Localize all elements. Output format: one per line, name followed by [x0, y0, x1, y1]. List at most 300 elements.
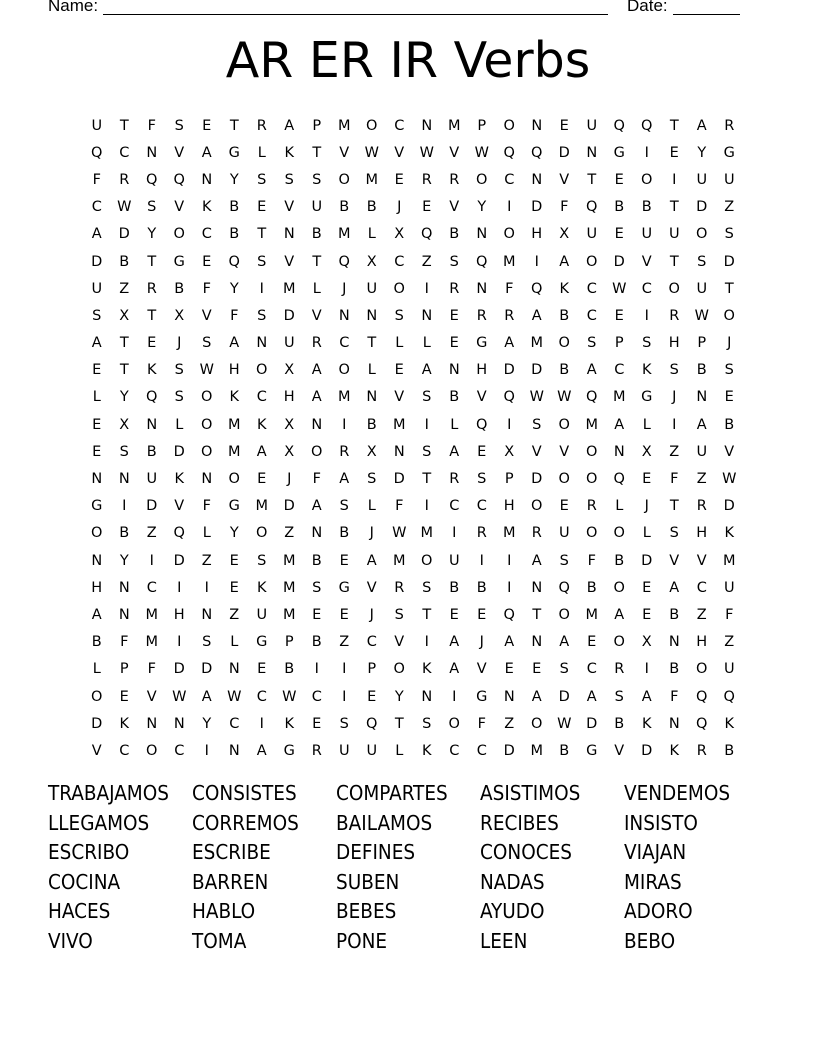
grid-cell[interactable]: C: [146, 579, 157, 596]
grid-cell[interactable]: G: [476, 688, 488, 705]
grid-cell[interactable]: H: [228, 362, 240, 379]
grid-cell[interactable]: S: [284, 171, 294, 188]
grid-cell[interactable]: N: [201, 471, 213, 488]
grid-cell[interactable]: A: [229, 335, 240, 352]
grid-cell[interactable]: B: [339, 525, 350, 542]
grid-cell[interactable]: E: [257, 471, 267, 488]
grid-cell[interactable]: U: [366, 280, 378, 297]
grid-cell[interactable]: O: [228, 471, 240, 488]
grid-cell[interactable]: Y: [119, 389, 129, 406]
grid-cell[interactable]: J: [727, 335, 732, 352]
grid-cell[interactable]: D: [173, 661, 185, 678]
grid-cell[interactable]: T: [422, 471, 432, 488]
grid-cell[interactable]: H: [696, 634, 708, 651]
grid-cell[interactable]: N: [201, 606, 213, 623]
grid-cell[interactable]: V: [559, 443, 570, 460]
grid-cell[interactable]: U: [366, 742, 378, 759]
grid-cell[interactable]: T: [312, 144, 322, 161]
grid-cell[interactable]: S: [202, 335, 212, 352]
grid-cell[interactable]: S: [394, 307, 404, 324]
grid-cell[interactable]: D: [283, 307, 295, 324]
grid-cell[interactable]: A: [449, 634, 460, 651]
grid-cell[interactable]: M: [585, 606, 598, 623]
grid-cell[interactable]: E: [669, 144, 679, 161]
grid-cell[interactable]: X: [641, 443, 652, 460]
grid-cell[interactable]: W: [199, 362, 214, 379]
grid-cell[interactable]: K: [421, 661, 432, 678]
grid-cell[interactable]: M: [365, 171, 378, 188]
grid-cell[interactable]: O: [421, 552, 433, 569]
grid-cell[interactable]: L: [642, 525, 651, 542]
grid-cell[interactable]: M: [530, 335, 543, 352]
grid-cell[interactable]: Q: [531, 280, 543, 297]
grid-cell[interactable]: F: [395, 498, 404, 515]
grid-cell[interactable]: F: [230, 307, 239, 324]
grid-cell[interactable]: U: [448, 552, 460, 569]
grid-cell[interactable]: D: [531, 199, 543, 216]
grid-cell[interactable]: Q: [558, 579, 570, 596]
grid-cell[interactable]: V: [614, 742, 625, 759]
grid-cell[interactable]: I: [424, 498, 429, 515]
grid-cell[interactable]: M: [282, 579, 296, 596]
grid-cell[interactable]: S: [119, 443, 129, 460]
grid-cell[interactable]: C: [641, 280, 652, 297]
grid-cell[interactable]: I: [452, 525, 457, 542]
grid-cell[interactable]: S: [257, 171, 267, 188]
grid-cell[interactable]: H: [91, 579, 103, 596]
grid-cell[interactable]: O: [476, 171, 488, 188]
grid-cell[interactable]: L: [395, 742, 404, 759]
grid-cell[interactable]: Q: [586, 389, 598, 406]
grid-cell[interactable]: D: [503, 742, 515, 759]
grid-cell[interactable]: E: [312, 606, 322, 623]
grid-cell[interactable]: Q: [723, 688, 735, 705]
grid-cell[interactable]: M: [227, 443, 241, 460]
grid-cell[interactable]: C: [449, 742, 460, 759]
grid-cell[interactable]: E: [559, 498, 569, 515]
grid-cell[interactable]: C: [256, 389, 267, 406]
grid-cell[interactable]: G: [173, 253, 185, 270]
grid-cell[interactable]: H: [283, 389, 295, 406]
grid-cell[interactable]: L: [450, 416, 459, 433]
grid-cell[interactable]: U: [668, 226, 680, 243]
grid-cell[interactable]: M: [585, 416, 598, 433]
grid-cell[interactable]: K: [559, 280, 569, 297]
grid-cell[interactable]: T: [669, 117, 679, 134]
grid-cell[interactable]: B: [641, 199, 652, 216]
grid-cell[interactable]: O: [503, 226, 515, 243]
grid-cell[interactable]: N: [201, 171, 213, 188]
name-field[interactable]: [103, 14, 608, 15]
grid-cell[interactable]: K: [724, 525, 734, 542]
grid-cell[interactable]: F: [202, 280, 211, 297]
grid-cell[interactable]: Q: [613, 471, 625, 488]
grid-cell[interactable]: S: [642, 335, 652, 352]
grid-cell[interactable]: Q: [696, 688, 708, 705]
grid-cell[interactable]: S: [257, 307, 267, 324]
grid-cell[interactable]: J: [397, 199, 402, 216]
grid-cell[interactable]: V: [476, 661, 487, 678]
grid-cell[interactable]: M: [392, 416, 406, 433]
grid-cell[interactable]: B: [449, 226, 460, 243]
grid-cell[interactable]: V: [311, 307, 322, 324]
grid-cell[interactable]: F: [147, 117, 156, 134]
grid-cell[interactable]: G: [338, 579, 350, 596]
grid-cell[interactable]: O: [393, 280, 405, 297]
grid-cell[interactable]: Q: [338, 253, 350, 270]
grid-cell[interactable]: L: [615, 498, 624, 515]
grid-cell[interactable]: A: [339, 471, 350, 488]
grid-cell[interactable]: A: [311, 498, 322, 515]
grid-cell[interactable]: K: [256, 579, 267, 596]
grid-cell[interactable]: O: [338, 171, 350, 188]
grid-cell[interactable]: D: [723, 253, 735, 270]
grid-cell[interactable]: N: [421, 688, 433, 705]
grid-cell[interactable]: P: [477, 117, 487, 134]
grid-cell[interactable]: B: [559, 362, 570, 379]
grid-cell[interactable]: T: [724, 280, 734, 297]
grid-cell[interactable]: D: [393, 471, 405, 488]
grid-cell[interactable]: N: [393, 443, 405, 460]
grid-cell[interactable]: Z: [284, 525, 295, 542]
grid-cell[interactable]: N: [256, 335, 268, 352]
grid-cell[interactable]: D: [531, 471, 543, 488]
grid-cell[interactable]: A: [559, 253, 570, 270]
grid-cell[interactable]: S: [669, 362, 679, 379]
grid-cell[interactable]: Q: [91, 144, 103, 161]
grid-cell[interactable]: R: [311, 742, 322, 759]
grid-cell[interactable]: X: [174, 307, 185, 324]
grid-cell[interactable]: X: [559, 226, 570, 243]
grid-cell[interactable]: O: [641, 171, 653, 188]
grid-cell[interactable]: M: [337, 389, 351, 406]
grid-cell[interactable]: O: [613, 634, 625, 651]
grid-cell[interactable]: E: [229, 552, 239, 569]
grid-cell[interactable]: A: [586, 362, 597, 379]
grid-cell[interactable]: F: [120, 634, 129, 651]
grid-cell[interactable]: Y: [697, 144, 707, 161]
grid-cell[interactable]: A: [586, 688, 597, 705]
grid-cell[interactable]: V: [724, 443, 735, 460]
grid-cell[interactable]: V: [201, 307, 212, 324]
grid-cell[interactable]: T: [147, 253, 157, 270]
grid-cell[interactable]: T: [669, 253, 679, 270]
grid-cell[interactable]: N: [338, 307, 350, 324]
grid-cell[interactable]: X: [119, 416, 130, 433]
grid-cell[interactable]: N: [531, 634, 543, 651]
grid-cell[interactable]: U: [723, 171, 735, 188]
grid-cell[interactable]: V: [531, 443, 542, 460]
grid-cell[interactable]: Q: [503, 606, 515, 623]
grid-cell[interactable]: E: [339, 552, 349, 569]
grid-cell[interactable]: K: [174, 471, 184, 488]
grid-cell[interactable]: I: [177, 634, 182, 651]
grid-cell[interactable]: B: [311, 552, 322, 569]
grid-cell[interactable]: E: [257, 199, 267, 216]
grid-cell[interactable]: O: [586, 443, 598, 460]
grid-cell[interactable]: V: [449, 199, 460, 216]
grid-cell[interactable]: O: [338, 362, 350, 379]
grid-cell[interactable]: N: [613, 443, 625, 460]
grid-cell[interactable]: E: [92, 362, 102, 379]
grid-cell[interactable]: K: [119, 715, 129, 732]
grid-cell[interactable]: B: [559, 307, 570, 324]
grid-cell[interactable]: D: [146, 498, 158, 515]
grid-cell[interactable]: K: [641, 362, 652, 379]
grid-cell[interactable]: A: [449, 661, 460, 678]
grid-cell[interactable]: N: [696, 389, 708, 406]
grid-cell[interactable]: D: [118, 226, 130, 243]
grid-cell[interactable]: U: [696, 280, 708, 297]
grid-cell[interactable]: R: [119, 171, 130, 188]
grid-cell[interactable]: R: [476, 307, 487, 324]
grid-cell[interactable]: F: [587, 552, 596, 569]
grid-cell[interactable]: M: [530, 742, 543, 759]
grid-cell[interactable]: V: [366, 579, 377, 596]
grid-cell[interactable]: N: [503, 688, 515, 705]
grid-cell[interactable]: U: [146, 471, 158, 488]
grid-cell[interactable]: R: [614, 661, 625, 678]
grid-cell[interactable]: B: [586, 579, 597, 596]
grid-cell[interactable]: U: [283, 335, 295, 352]
grid-cell[interactable]: G: [723, 144, 735, 161]
grid-cell[interactable]: E: [642, 606, 652, 623]
grid-cell[interactable]: W: [364, 144, 379, 161]
grid-cell[interactable]: O: [448, 715, 460, 732]
grid-cell[interactable]: A: [696, 416, 707, 433]
grid-cell[interactable]: N: [118, 579, 130, 596]
grid-cell[interactable]: K: [256, 416, 267, 433]
grid-cell[interactable]: J: [287, 471, 292, 488]
grid-cell[interactable]: D: [173, 552, 185, 569]
grid-cell[interactable]: Q: [503, 389, 515, 406]
grid-cell[interactable]: O: [723, 307, 735, 324]
grid-cell[interactable]: R: [504, 307, 515, 324]
grid-cell[interactable]: A: [256, 443, 267, 460]
grid-cell[interactable]: R: [696, 498, 707, 515]
grid-cell[interactable]: S: [174, 362, 184, 379]
grid-cell[interactable]: S: [422, 389, 432, 406]
grid-cell[interactable]: U: [641, 226, 653, 243]
grid-cell[interactable]: U: [558, 525, 570, 542]
grid-cell[interactable]: L: [92, 661, 101, 678]
grid-cell[interactable]: N: [146, 144, 158, 161]
grid-cell[interactable]: A: [201, 144, 212, 161]
grid-cell[interactable]: M: [282, 280, 296, 297]
grid-cell[interactable]: O: [613, 579, 625, 596]
grid-cell[interactable]: P: [119, 661, 129, 678]
grid-cell[interactable]: W: [557, 389, 572, 406]
grid-cell[interactable]: J: [342, 280, 347, 297]
grid-cell[interactable]: V: [559, 171, 570, 188]
grid-cell[interactable]: E: [92, 443, 102, 460]
grid-cell[interactable]: L: [395, 335, 404, 352]
grid-cell[interactable]: C: [339, 335, 350, 352]
grid-cell[interactable]: N: [173, 715, 185, 732]
grid-cell[interactable]: S: [422, 443, 432, 460]
grid-cell[interactable]: N: [228, 742, 240, 759]
grid-cell[interactable]: B: [614, 199, 625, 216]
grid-cell[interactable]: F: [560, 199, 569, 216]
grid-cell[interactable]: E: [202, 117, 212, 134]
grid-cell[interactable]: M: [502, 525, 516, 542]
grid-cell[interactable]: B: [724, 742, 735, 759]
grid-cell[interactable]: C: [696, 579, 707, 596]
grid-cell[interactable]: J: [177, 335, 182, 352]
grid-cell[interactable]: D: [641, 552, 653, 569]
grid-cell[interactable]: O: [201, 443, 213, 460]
grid-cell[interactable]: J: [644, 498, 649, 515]
grid-cell[interactable]: T: [119, 335, 129, 352]
grid-cell[interactable]: Y: [229, 280, 239, 297]
grid-cell[interactable]: U: [723, 661, 735, 678]
grid-cell[interactable]: X: [284, 416, 295, 433]
grid-cell[interactable]: R: [449, 471, 460, 488]
grid-cell[interactable]: K: [201, 199, 212, 216]
grid-cell[interactable]: T: [587, 171, 597, 188]
grid-cell[interactable]: F: [670, 471, 679, 488]
grid-cell[interactable]: T: [119, 362, 129, 379]
grid-cell[interactable]: N: [668, 634, 680, 651]
grid-cell[interactable]: E: [614, 307, 624, 324]
grid-cell[interactable]: X: [366, 253, 377, 270]
grid-cell[interactable]: Z: [724, 634, 735, 651]
grid-cell[interactable]: H: [668, 335, 680, 352]
grid-cell[interactable]: M: [282, 606, 296, 623]
grid-cell[interactable]: S: [394, 606, 404, 623]
grid-cell[interactable]: B: [614, 715, 625, 732]
grid-cell[interactable]: N: [118, 471, 130, 488]
grid-cell[interactable]: V: [146, 688, 157, 705]
grid-cell[interactable]: W: [419, 144, 434, 161]
grid-cell[interactable]: D: [283, 498, 295, 515]
grid-cell[interactable]: O: [366, 117, 378, 134]
grid-cell[interactable]: B: [311, 226, 322, 243]
grid-cell[interactable]: E: [614, 171, 624, 188]
grid-cell[interactable]: S: [367, 471, 377, 488]
grid-cell[interactable]: E: [422, 199, 432, 216]
grid-cell[interactable]: D: [531, 362, 543, 379]
grid-cell[interactable]: R: [449, 280, 460, 297]
grid-cell[interactable]: V: [696, 552, 707, 569]
grid-cell[interactable]: G: [91, 498, 103, 515]
grid-cell[interactable]: I: [479, 552, 484, 569]
grid-cell[interactable]: A: [91, 606, 102, 623]
grid-cell[interactable]: O: [91, 525, 103, 542]
grid-cell[interactable]: A: [531, 688, 542, 705]
grid-cell[interactable]: W: [722, 471, 737, 488]
grid-cell[interactable]: Z: [146, 525, 157, 542]
grid-cell[interactable]: S: [449, 253, 459, 270]
grid-cell[interactable]: W: [282, 688, 297, 705]
grid-cell[interactable]: F: [147, 661, 156, 678]
grid-cell[interactable]: V: [394, 144, 405, 161]
grid-cell[interactable]: N: [91, 552, 103, 569]
grid-cell[interactable]: R: [311, 335, 322, 352]
grid-cell[interactable]: C: [614, 362, 625, 379]
grid-cell[interactable]: I: [424, 634, 429, 651]
grid-cell[interactable]: C: [476, 498, 487, 515]
grid-cell[interactable]: K: [421, 742, 432, 759]
grid-cell[interactable]: Q: [366, 715, 378, 732]
grid-cell[interactable]: Q: [476, 416, 488, 433]
grid-cell[interactable]: K: [284, 715, 294, 732]
grid-cell[interactable]: Z: [696, 606, 707, 623]
grid-cell[interactable]: I: [507, 416, 512, 433]
grid-cell[interactable]: L: [175, 416, 184, 433]
grid-cell[interactable]: A: [284, 117, 295, 134]
grid-cell[interactable]: G: [228, 144, 240, 161]
grid-cell[interactable]: C: [586, 661, 597, 678]
grid-cell[interactable]: U: [256, 606, 268, 623]
grid-cell[interactable]: A: [559, 634, 570, 651]
grid-cell[interactable]: V: [339, 144, 350, 161]
grid-cell[interactable]: K: [724, 715, 734, 732]
grid-cell[interactable]: N: [421, 307, 433, 324]
grid-cell[interactable]: I: [644, 144, 649, 161]
grid-cell[interactable]: C: [311, 688, 322, 705]
grid-cell[interactable]: O: [558, 416, 570, 433]
grid-cell[interactable]: C: [229, 715, 240, 732]
grid-cell[interactable]: M: [145, 606, 158, 623]
grid-cell[interactable]: Q: [503, 144, 515, 161]
grid-cell[interactable]: E: [119, 688, 129, 705]
grid-cell[interactable]: B: [119, 253, 130, 270]
grid-cell[interactable]: C: [119, 144, 130, 161]
grid-cell[interactable]: D: [586, 715, 598, 732]
grid-cell[interactable]: O: [531, 715, 543, 732]
grid-cell[interactable]: T: [147, 307, 157, 324]
grid-cell[interactable]: Q: [641, 117, 653, 134]
grid-cell[interactable]: A: [256, 742, 267, 759]
grid-cell[interactable]: Z: [201, 552, 212, 569]
grid-cell[interactable]: N: [311, 525, 323, 542]
grid-cell[interactable]: O: [696, 226, 708, 243]
grid-cell[interactable]: O: [586, 253, 598, 270]
grid-cell[interactable]: S: [422, 715, 432, 732]
grid-cell[interactable]: C: [174, 742, 185, 759]
grid-cell[interactable]: O: [393, 661, 405, 678]
grid-cell[interactable]: D: [723, 498, 735, 515]
grid-cell[interactable]: E: [92, 416, 102, 433]
grid-cell[interactable]: S: [559, 552, 569, 569]
grid-cell[interactable]: N: [366, 307, 378, 324]
grid-cell[interactable]: L: [422, 335, 431, 352]
grid-cell[interactable]: U: [696, 443, 708, 460]
grid-cell[interactable]: T: [422, 606, 432, 623]
grid-cell[interactable]: G: [641, 389, 653, 406]
grid-cell[interactable]: A: [91, 335, 102, 352]
grid-cell[interactable]: T: [394, 715, 404, 732]
grid-cell[interactable]: Q: [613, 117, 625, 134]
grid-cell[interactable]: O: [256, 362, 268, 379]
grid-cell[interactable]: E: [642, 471, 652, 488]
grid-cell[interactable]: P: [614, 335, 624, 352]
grid-cell[interactable]: O: [586, 471, 598, 488]
grid-cell[interactable]: Z: [119, 280, 130, 297]
grid-cell[interactable]: S: [92, 307, 102, 324]
grid-cell[interactable]: O: [146, 742, 158, 759]
grid-cell[interactable]: C: [201, 226, 212, 243]
grid-cell[interactable]: F: [670, 688, 679, 705]
grid-cell[interactable]: O: [256, 525, 268, 542]
grid-cell[interactable]: A: [311, 362, 322, 379]
grid-cell[interactable]: S: [614, 688, 624, 705]
grid-cell[interactable]: C: [586, 307, 597, 324]
grid-cell[interactable]: V: [476, 389, 487, 406]
grid-cell[interactable]: L: [367, 362, 376, 379]
grid-cell[interactable]: B: [174, 280, 185, 297]
